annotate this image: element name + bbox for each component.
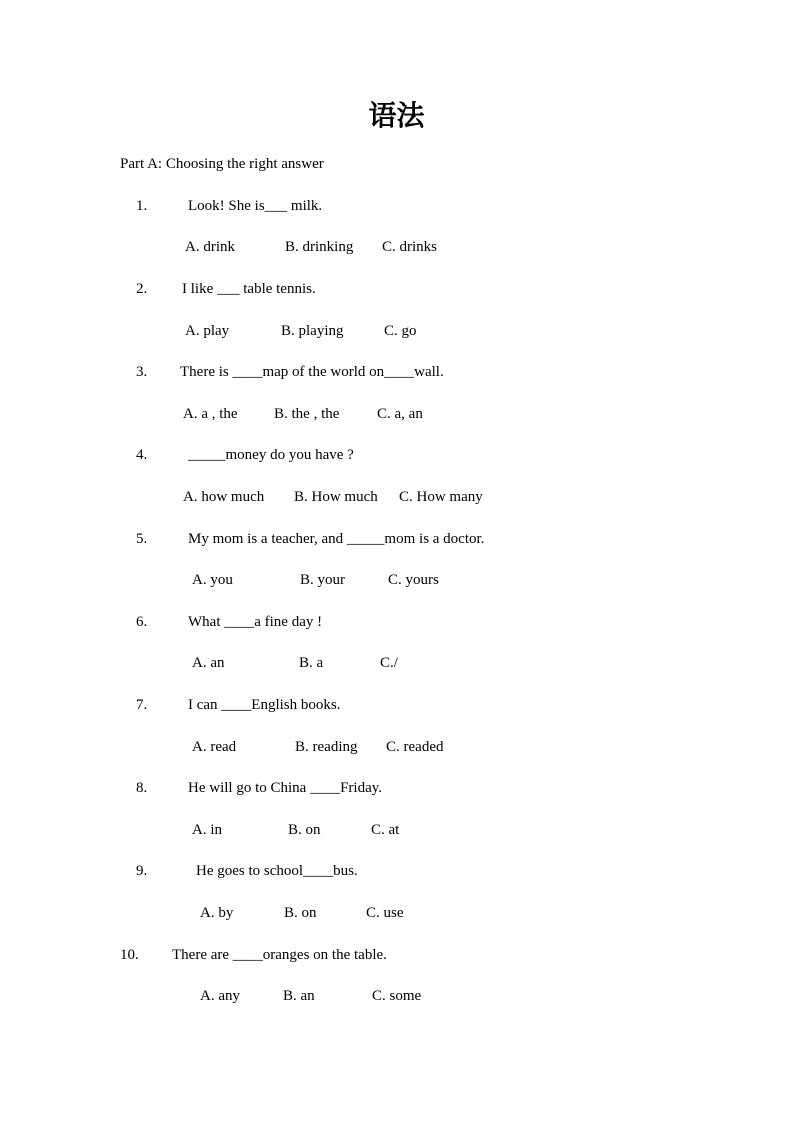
option-b: B. an: [283, 988, 315, 1004]
option-a: A. how much: [183, 489, 265, 505]
option-c: C. at: [371, 822, 400, 838]
option-c: C. a, an: [377, 406, 423, 422]
part-a-heading: Part A: Choosing the right answer: [120, 156, 324, 172]
option-c: C. go: [384, 323, 417, 339]
question-text: He goes to school____bus.: [196, 863, 358, 879]
question-number: 4.: [136, 447, 148, 463]
question-number: 1.: [136, 198, 148, 214]
option-b: B. your: [300, 572, 345, 588]
question-text: I can ____English books.: [188, 697, 341, 713]
question-text: I like ___ table tennis.: [182, 281, 316, 297]
question-text: What ____a fine day !: [188, 614, 323, 630]
option-b: B. How much: [294, 489, 378, 505]
question-number: 7.: [136, 697, 148, 713]
option-c: C. readed: [386, 739, 444, 755]
option-b: B. reading: [295, 739, 358, 755]
question-number: 8.: [136, 780, 148, 796]
option-b: B. playing: [281, 323, 344, 339]
option-a: A. play: [185, 323, 230, 339]
question-number: 6.: [136, 614, 148, 630]
option-b: B. drinking: [285, 239, 354, 255]
question-number: 2.: [136, 281, 148, 297]
question-number: 3.: [136, 364, 148, 380]
option-c: C. yours: [388, 572, 439, 588]
question-text: Look! She is___ milk.: [188, 198, 323, 214]
option-b: B. on: [288, 822, 321, 838]
option-a: A. read: [192, 739, 237, 755]
option-b: B. on: [284, 905, 317, 921]
question-number: 5.: [136, 531, 148, 547]
question-text: _____money do you have ?: [188, 447, 354, 463]
page-title: 语法: [368, 99, 425, 132]
question-text: My mom is a teacher, and _____mom is a doctor.: [188, 531, 485, 547]
option-a: A. any: [200, 988, 240, 1004]
question-number: 10.: [120, 947, 139, 963]
option-a: A. a , the: [183, 406, 238, 422]
option-a: A. by: [200, 905, 234, 921]
option-c: C. drinks: [382, 239, 438, 255]
option-a: A. an: [192, 655, 225, 671]
question-text: There are ____oranges on the table.: [172, 947, 387, 963]
option-c: C./: [380, 655, 398, 671]
option-a: A. you: [192, 572, 233, 588]
option-c: C. some: [372, 988, 422, 1004]
question-text: He will go to China ____Friday.: [188, 780, 383, 796]
option-c: C. How many: [399, 489, 483, 505]
option-c: C. use: [366, 905, 404, 921]
option-a: A. drink: [185, 239, 235, 255]
option-b: B. a: [299, 655, 324, 671]
option-a: A. in: [192, 822, 222, 838]
question-number: 9.: [136, 863, 148, 879]
option-b: B. the , the: [274, 406, 340, 422]
question-text: There is ____map of the world on____wall.: [180, 364, 444, 380]
